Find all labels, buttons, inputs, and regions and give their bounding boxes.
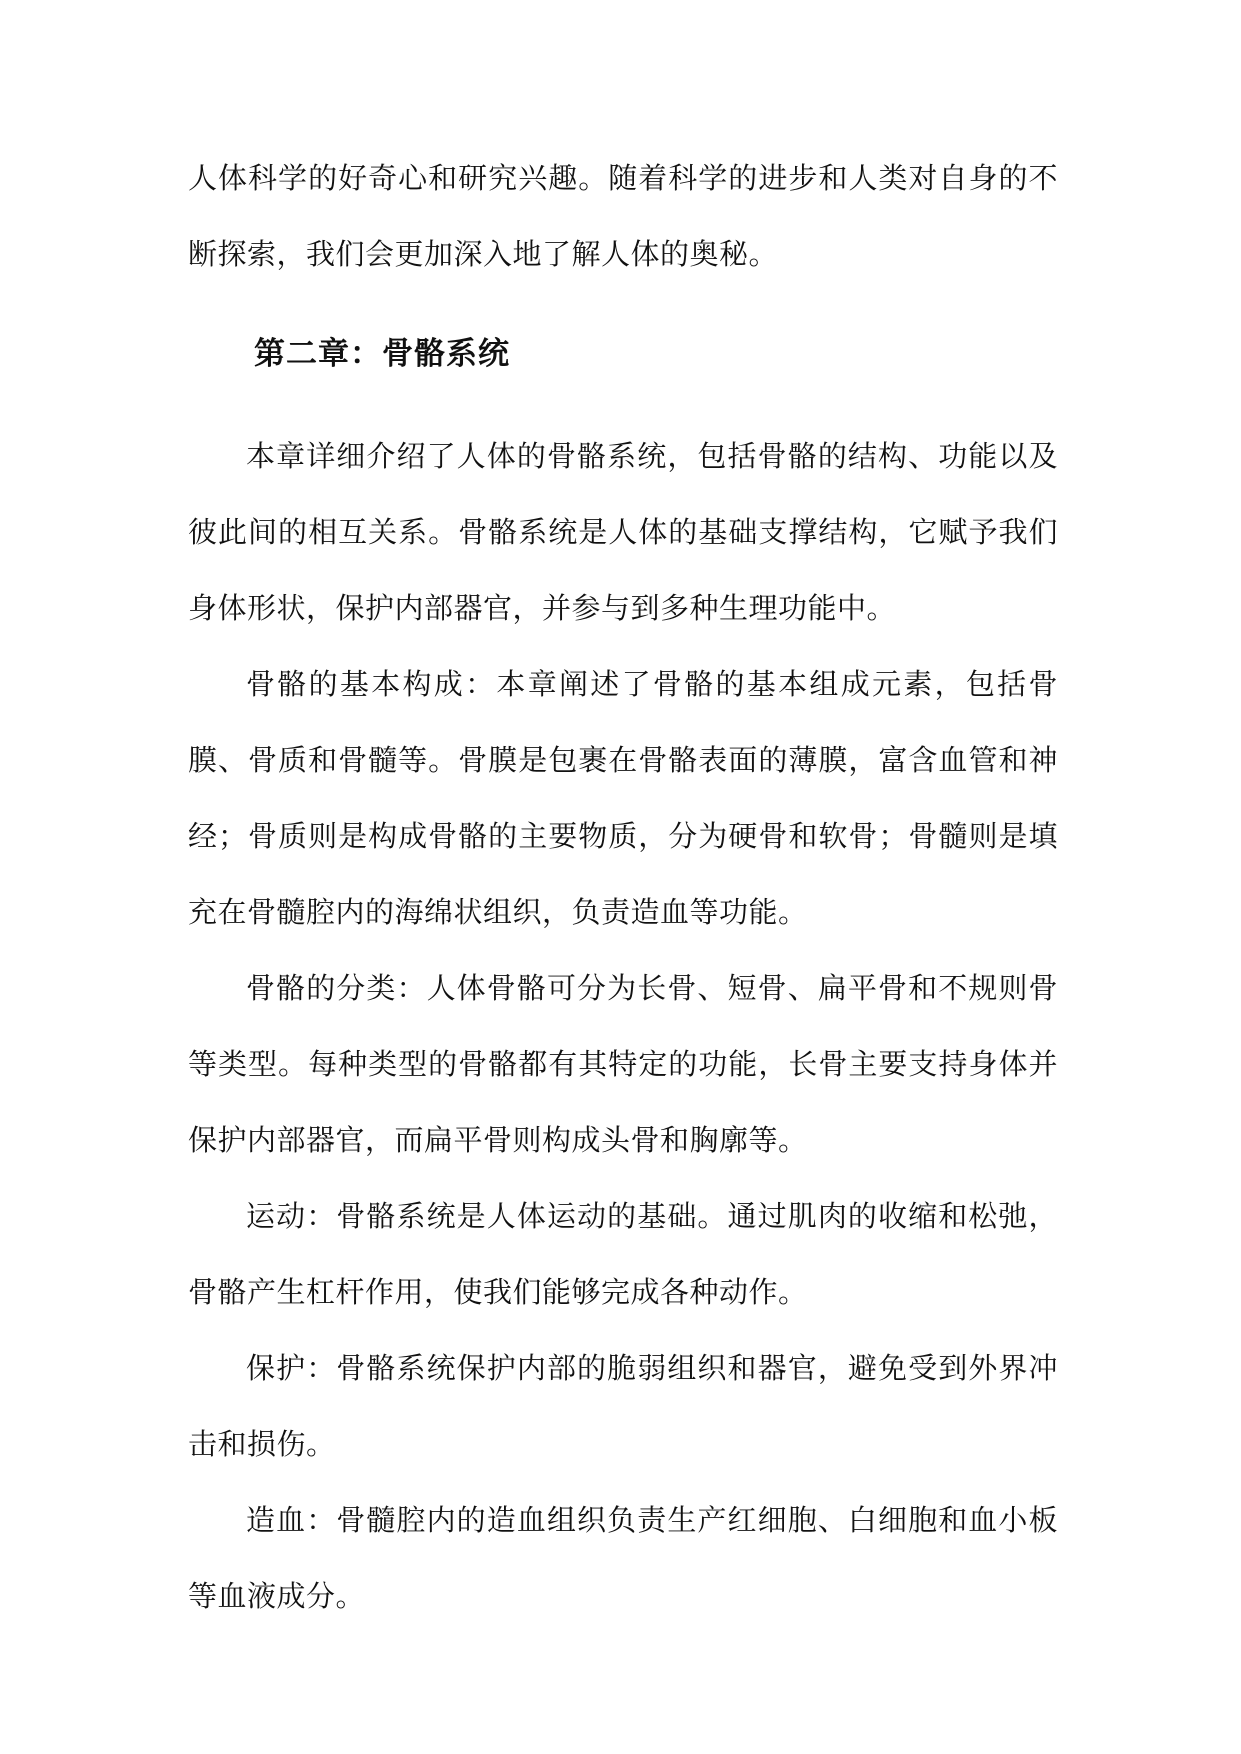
paragraph-skeletal-overview: 本章详细介绍了人体的骨骼系统，包括骨骼的结构、功能以及彼此间的相互关系。骨骼系统是人体的基础支撑结构，它赋予我们身体形状，保护内部器官，并参与到多种生理功能中。 <box>188 439 1058 625</box>
paragraph-bone-composition: 骨骼的基本构成：本章阐述了骨骼的基本组成元素，包括骨膜、骨质和骨髓等。骨膜是包裹在骨骼表面的薄膜，富含血管和神经；骨质则是构成骨骼的主要物质，分为硬骨和软骨；骨髓则是填充在骨髓腔内的海绵状组织，负责造血等功能。 <box>188 667 1058 929</box>
paragraph-movement: 运动：骨骼系统是人体运动的基础。通过肌肉的收缩和松弛，骨骼产生杠杆作用，使我们能够完成各种动作。 <box>188 1199 1058 1309</box>
paragraph-protection: 保护：骨骼系统保护内部的脆弱组织和器官，避免受到外界冲击和损伤。 <box>188 1351 1058 1461</box>
page-content <box>188 140 1058 1634</box>
paragraph-bone-classification: 骨骼的分类：人体骨骼可分为长骨、短骨、扁平骨和不规则骨等类型。每种类型的骨骼都有其特定的功能，长骨主要支持身体并保护内部器官，而扁平骨则构成头骨和胸廓等。 <box>188 971 1058 1157</box>
paragraph-hematopoiesis: 造血：骨髓腔内的造血组织负责生产红细胞、白细胞和血小板等血液成分。 <box>188 1503 1058 1613</box>
chapter-heading: 第二章：骨骼系统 <box>254 336 510 372</box>
intro-paragraph: 人体科学的好奇心和研究兴趣。随着科学的进步和人类对自身的不断探索，我们会更加深入地了解人体的奥秘。 <box>188 161 1058 271</box>
